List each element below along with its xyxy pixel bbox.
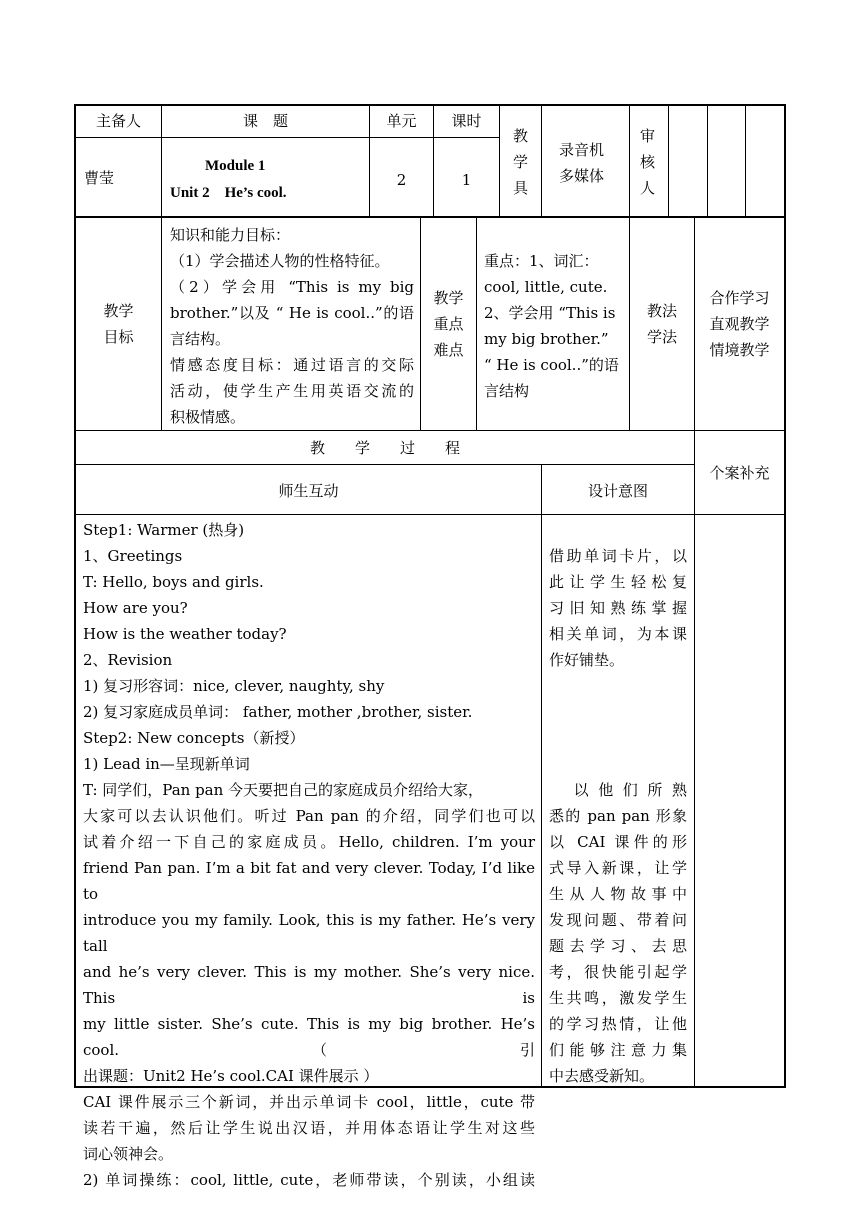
lead-in-line: T: 同学们，Pan pan 今天要把自己的家庭成员介绍给大家， [83,781,484,799]
step-line: T: Hello, boys and girls. [83,573,264,591]
method-value-2: 直观教学 [709,315,770,333]
lead-in-line: 试着介绍一下自己的家庭成员。Hello, children. I’m your [83,833,535,851]
design-line: 们能够注意力集 [549,1041,687,1059]
rule [694,430,695,1088]
lead-in-line: CAI 课件展示三个新词，并出示单词卡 cool，little，cute 带 [83,1093,535,1111]
key-line: 重点：1、词汇： [484,252,599,270]
goals-line: 言结构。 [170,330,231,348]
lead-in-line: introduce you my family. Look, this is my father. He’s very tall [83,911,535,955]
unit-title [170,179,287,206]
design-label: 设计意图 [587,482,648,500]
design-line: 的学习热情，让他 [549,1015,687,1033]
design-line: 发现问题、带着问 [549,911,687,929]
goals-line: （2）学会用 “This is my big [170,278,414,296]
step-line: 1) 复习形容词：nice, clever, naughty, shy [83,677,385,695]
teaching-tools-label-2: 学 [512,153,528,171]
key-label-2: 重点 [433,315,464,333]
key-points-text [484,248,626,404]
lesson-value: 1 [461,171,472,189]
rule [541,464,542,1088]
design-line: 借助单词卡片，以 [549,547,687,565]
process-title: 教 学 过 程 [309,439,460,457]
lead-in-line: 词心领神会。 [83,1145,174,1163]
goals-line: brother.”以及 “ He is cool..”的语 [170,304,414,322]
lead-in-line: and he’s very clever. This is my mother. She’s very nice. This is [83,963,535,1007]
lead-in-line: friend Pan pan. I’m a bit fat and very clever. Today, I’d like to [83,859,535,903]
goals-line: 活动，使学生产生用英语交流的 [170,382,414,400]
rule [707,104,708,217]
lead-in-line: my little sister. She’s cute. This is my big brother. He’s cool.（引 [83,1015,535,1059]
key-line: my big brother.” [484,330,609,348]
rule [74,464,694,465]
goals-line: 知识和能力目标： [170,226,291,244]
step-line: Step2: New concepts（新授） [83,729,305,747]
rule [629,104,630,217]
design-line: 以 CAI 课件的形 [549,833,687,851]
rule [476,216,477,431]
table-top-border [74,104,786,106]
key-line: 2、学会用 “This is [484,304,616,322]
design-line: 作好铺垫。 [549,651,625,669]
review-label-1: 审 [640,127,656,145]
method-value-3: 情境教学 [709,341,770,359]
design-line: 此让学生轻松复 [549,573,687,591]
topic-label: 课 题 [242,112,288,130]
interaction-label: 师生互动 [278,482,339,500]
rule [74,430,786,431]
key-line: “ He is cool..”的语 [484,356,619,374]
design-intent-1 [549,543,687,673]
step-line: How are you? [83,599,188,617]
teaching-tools-label-1: 教 [512,127,528,145]
table-left-border [74,104,76,1088]
design-intent-2 [549,777,687,1089]
process-lead-in [83,777,535,1193]
key-label-1: 教学 [433,289,464,307]
step-line: 2) 复习家庭成员单词： father, mother ,brother, sister. [83,703,473,721]
design-line: 考，很快能引起学 [549,963,687,981]
design-line: 生共鸣，激发学生 [549,989,687,1007]
design-line: 习旧知熟练掌握 [549,599,687,617]
goals-text [170,222,414,430]
rule [541,104,542,217]
unit-title-text: Unit 2 He’s cool. [170,185,287,201]
step-line: 1、Greetings [83,547,183,565]
rule [745,104,746,217]
rule [74,514,786,515]
design-line: 生从人物故事中 [549,885,687,903]
table-right-border [784,104,786,1088]
lead-in-line: 2) 单词操练：cool, little, cute，老师带读，个别读，小组读 [83,1171,535,1189]
lead-in-line: 出课题：Unit2 He’s cool.CAI 课件展示 ） [83,1067,379,1085]
key-line: cool, little, cute. [484,278,608,296]
design-line: 以他们所熟 [549,781,687,799]
step-line: Step1: Warmer (热身) [83,521,245,539]
teaching-tools-label-3: 具 [512,179,528,197]
unit-label: 单元 [386,112,417,130]
step-line: How is the weather today? [83,625,287,643]
step-line: 2、Revision [83,651,173,669]
rule [74,137,500,138]
goals-label-2: 目标 [103,328,134,346]
goals-label-1: 教学 [103,302,134,320]
preparer-label: 主备人 [95,112,141,130]
module-title: Module 1 [205,158,266,174]
key-label-3: 难点 [433,341,464,359]
tools-value-2: 多媒体 [559,167,605,185]
lead-in-line: 大家可以去认识他们。听过 Pan pan 的介绍，同学们也可以 [83,807,535,825]
preparer-value: 曹莹 [84,169,115,187]
tools-value-1: 录音机 [559,141,605,159]
design-line: 题去学习、去思 [549,937,687,955]
process-steps [83,517,535,777]
method-label-2: 学法 [646,328,677,346]
goals-line: （1）学会描述人物的性格特征。 [170,252,390,270]
rule [74,216,786,218]
review-label-2: 核 [640,153,656,171]
review-label-3: 人 [640,179,656,197]
design-line: 式导入新课，让学 [549,859,687,877]
unit-value: 2 [396,171,407,189]
goals-line: 积极情感。 [170,408,246,426]
method-label-1: 教法 [646,302,677,320]
design-line: 相关单词，为本课 [549,625,687,643]
step-line: 1) Lead in—呈现新单词 [83,755,250,773]
goals-line: 情感态度目标：通过语言的交际 [170,356,414,374]
supplement-label: 个案补充 [709,464,770,482]
lesson-label: 课时 [451,112,482,130]
design-line: 悉的 pan pan 形象 [549,807,687,825]
key-line: 言结构 [484,382,530,400]
lead-in-line: 读若干遍，然后让学生说出汉语，并用体态语让学生对这些 [83,1119,535,1137]
design-line: 中去感受新知。 [549,1067,655,1085]
rule [161,216,162,431]
rule [668,104,669,217]
method-value-1: 合作学习 [709,289,770,307]
